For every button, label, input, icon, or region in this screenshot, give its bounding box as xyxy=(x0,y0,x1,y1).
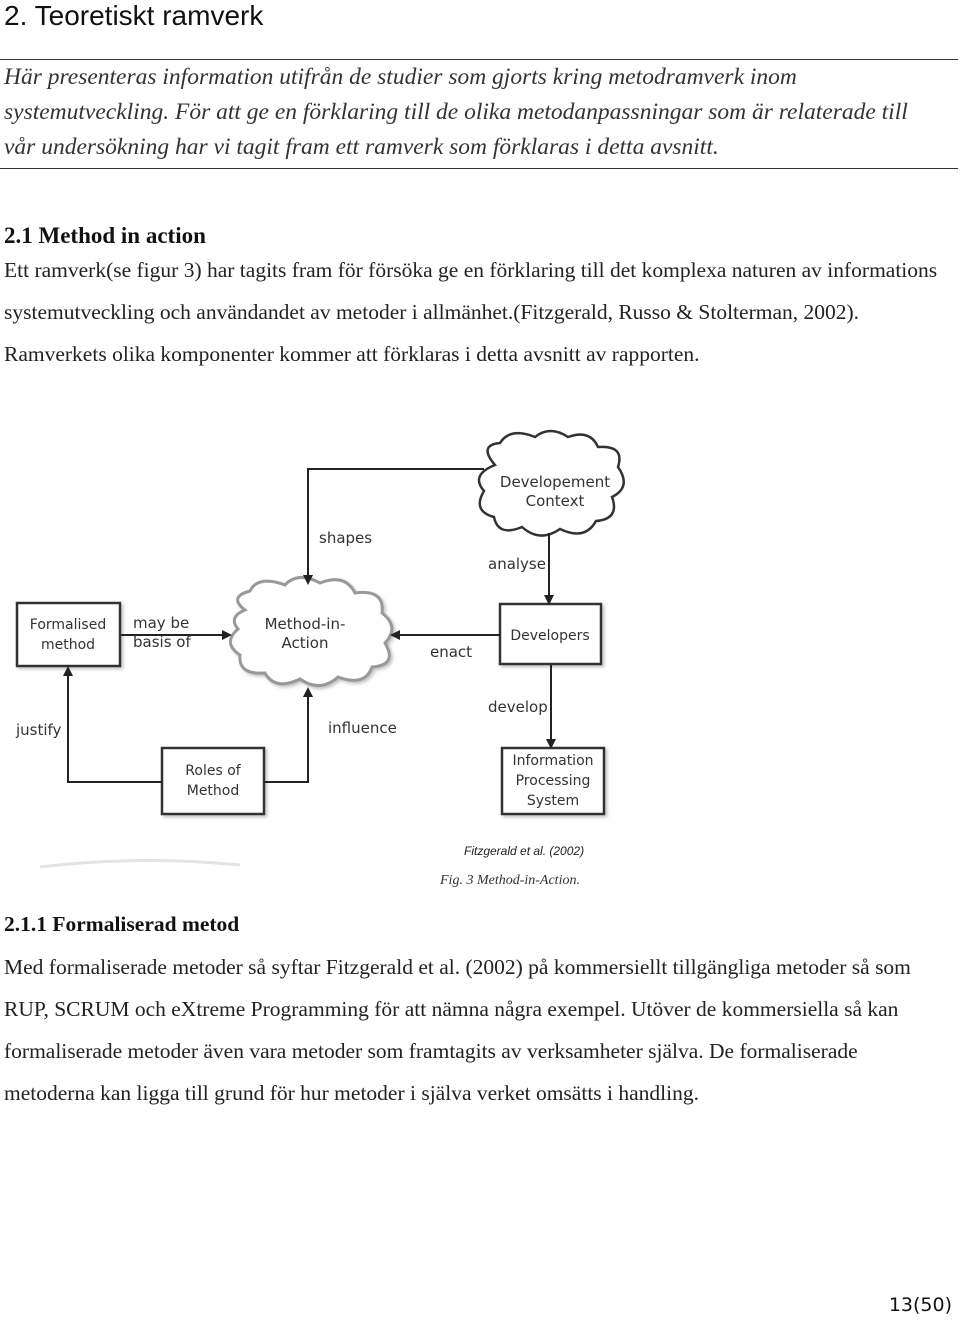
context-label-1: Developement xyxy=(499,473,611,491)
formalised-label-1: Formalised xyxy=(29,617,107,633)
formalised-method-box xyxy=(17,603,120,666)
section-2-1-paragraph: Ett ramverk(se figur 3) har tagits fram för försöka ge en förklaring till det komplexa naturen av informations systemutveckling och användandet av metoder i allmänhet.(Fitzgerald, Russo & Stolterman, 2002). Ramverkets olika komponenter kommer att förklaras i detta avsnitt av rapporten. xyxy=(4,258,938,366)
roles-of-method-box xyxy=(162,748,264,814)
method-in-action-figure xyxy=(0,425,960,875)
figure-citation: Fitzgerald et al. (2002) xyxy=(464,844,585,858)
context-label-2: Context xyxy=(525,492,585,510)
shapes-edge xyxy=(308,469,484,583)
figure-caption: Fig. 3 Method-in-Action. xyxy=(440,873,580,888)
formalised-label-2: method xyxy=(40,637,96,653)
chapter-title: 2. Teoretiskt ramverk xyxy=(4,0,264,31)
may-be-label-2: basis of xyxy=(133,633,191,651)
ips-label-1: Information xyxy=(512,753,594,769)
method-in-action-diagram xyxy=(0,425,960,875)
section-heading-2-1-1: 2.1.1 Formaliserad metod xyxy=(4,912,240,936)
developers-label: Developers xyxy=(510,628,590,644)
may-be-label-1: may be xyxy=(133,614,190,632)
analyse-label: analyse xyxy=(488,555,546,573)
roles-label-2: Method xyxy=(186,783,240,799)
bottom-divider xyxy=(0,168,958,169)
justify-label: justify xyxy=(16,721,62,739)
ips-label-2: Processing xyxy=(515,773,591,789)
influence-label: influence xyxy=(328,719,397,737)
roles-label-1: Roles of xyxy=(185,763,241,779)
mia-label-2: Action xyxy=(281,634,329,652)
enact-label: enact xyxy=(430,643,473,661)
justify-edge xyxy=(68,668,162,782)
intro-paragraph: Här presenteras information utifrån de studier som gjorts kring metodramverk inom systemutveckling. För att ge en förklaring till de olika metodanpassningar som är relaterade till vår undersökning har vi tagit fram ett ramverk som förklaras i detta avsnitt. xyxy=(4,64,908,160)
section-2-1-1-paragraph: Med formaliserade metoder så syftar Fitzgerald et al. (2002) på kommersiellt tillgängliga metoder så som RUP, SCRUM och eXtreme Programming för att nämna några exempel. Utöver de kommersiella så kan formaliserade metoder även vara metoder som framtagits av verksamheter själva. De formaliserade metoderna kan ligga till grund för hur metoder i själva verket omsätts i handling. xyxy=(4,955,911,1105)
shapes-label: shapes xyxy=(319,529,373,547)
section-heading-2-1: 2.1 Method in action xyxy=(4,223,206,248)
mia-label-1: Method-in- xyxy=(264,615,346,633)
ips-label-3: System xyxy=(526,793,580,809)
develop-label: develop xyxy=(488,698,548,716)
page-number: 13(50) xyxy=(888,1294,952,1316)
decorative-swoosh xyxy=(40,860,240,867)
influence-edge xyxy=(264,689,308,782)
